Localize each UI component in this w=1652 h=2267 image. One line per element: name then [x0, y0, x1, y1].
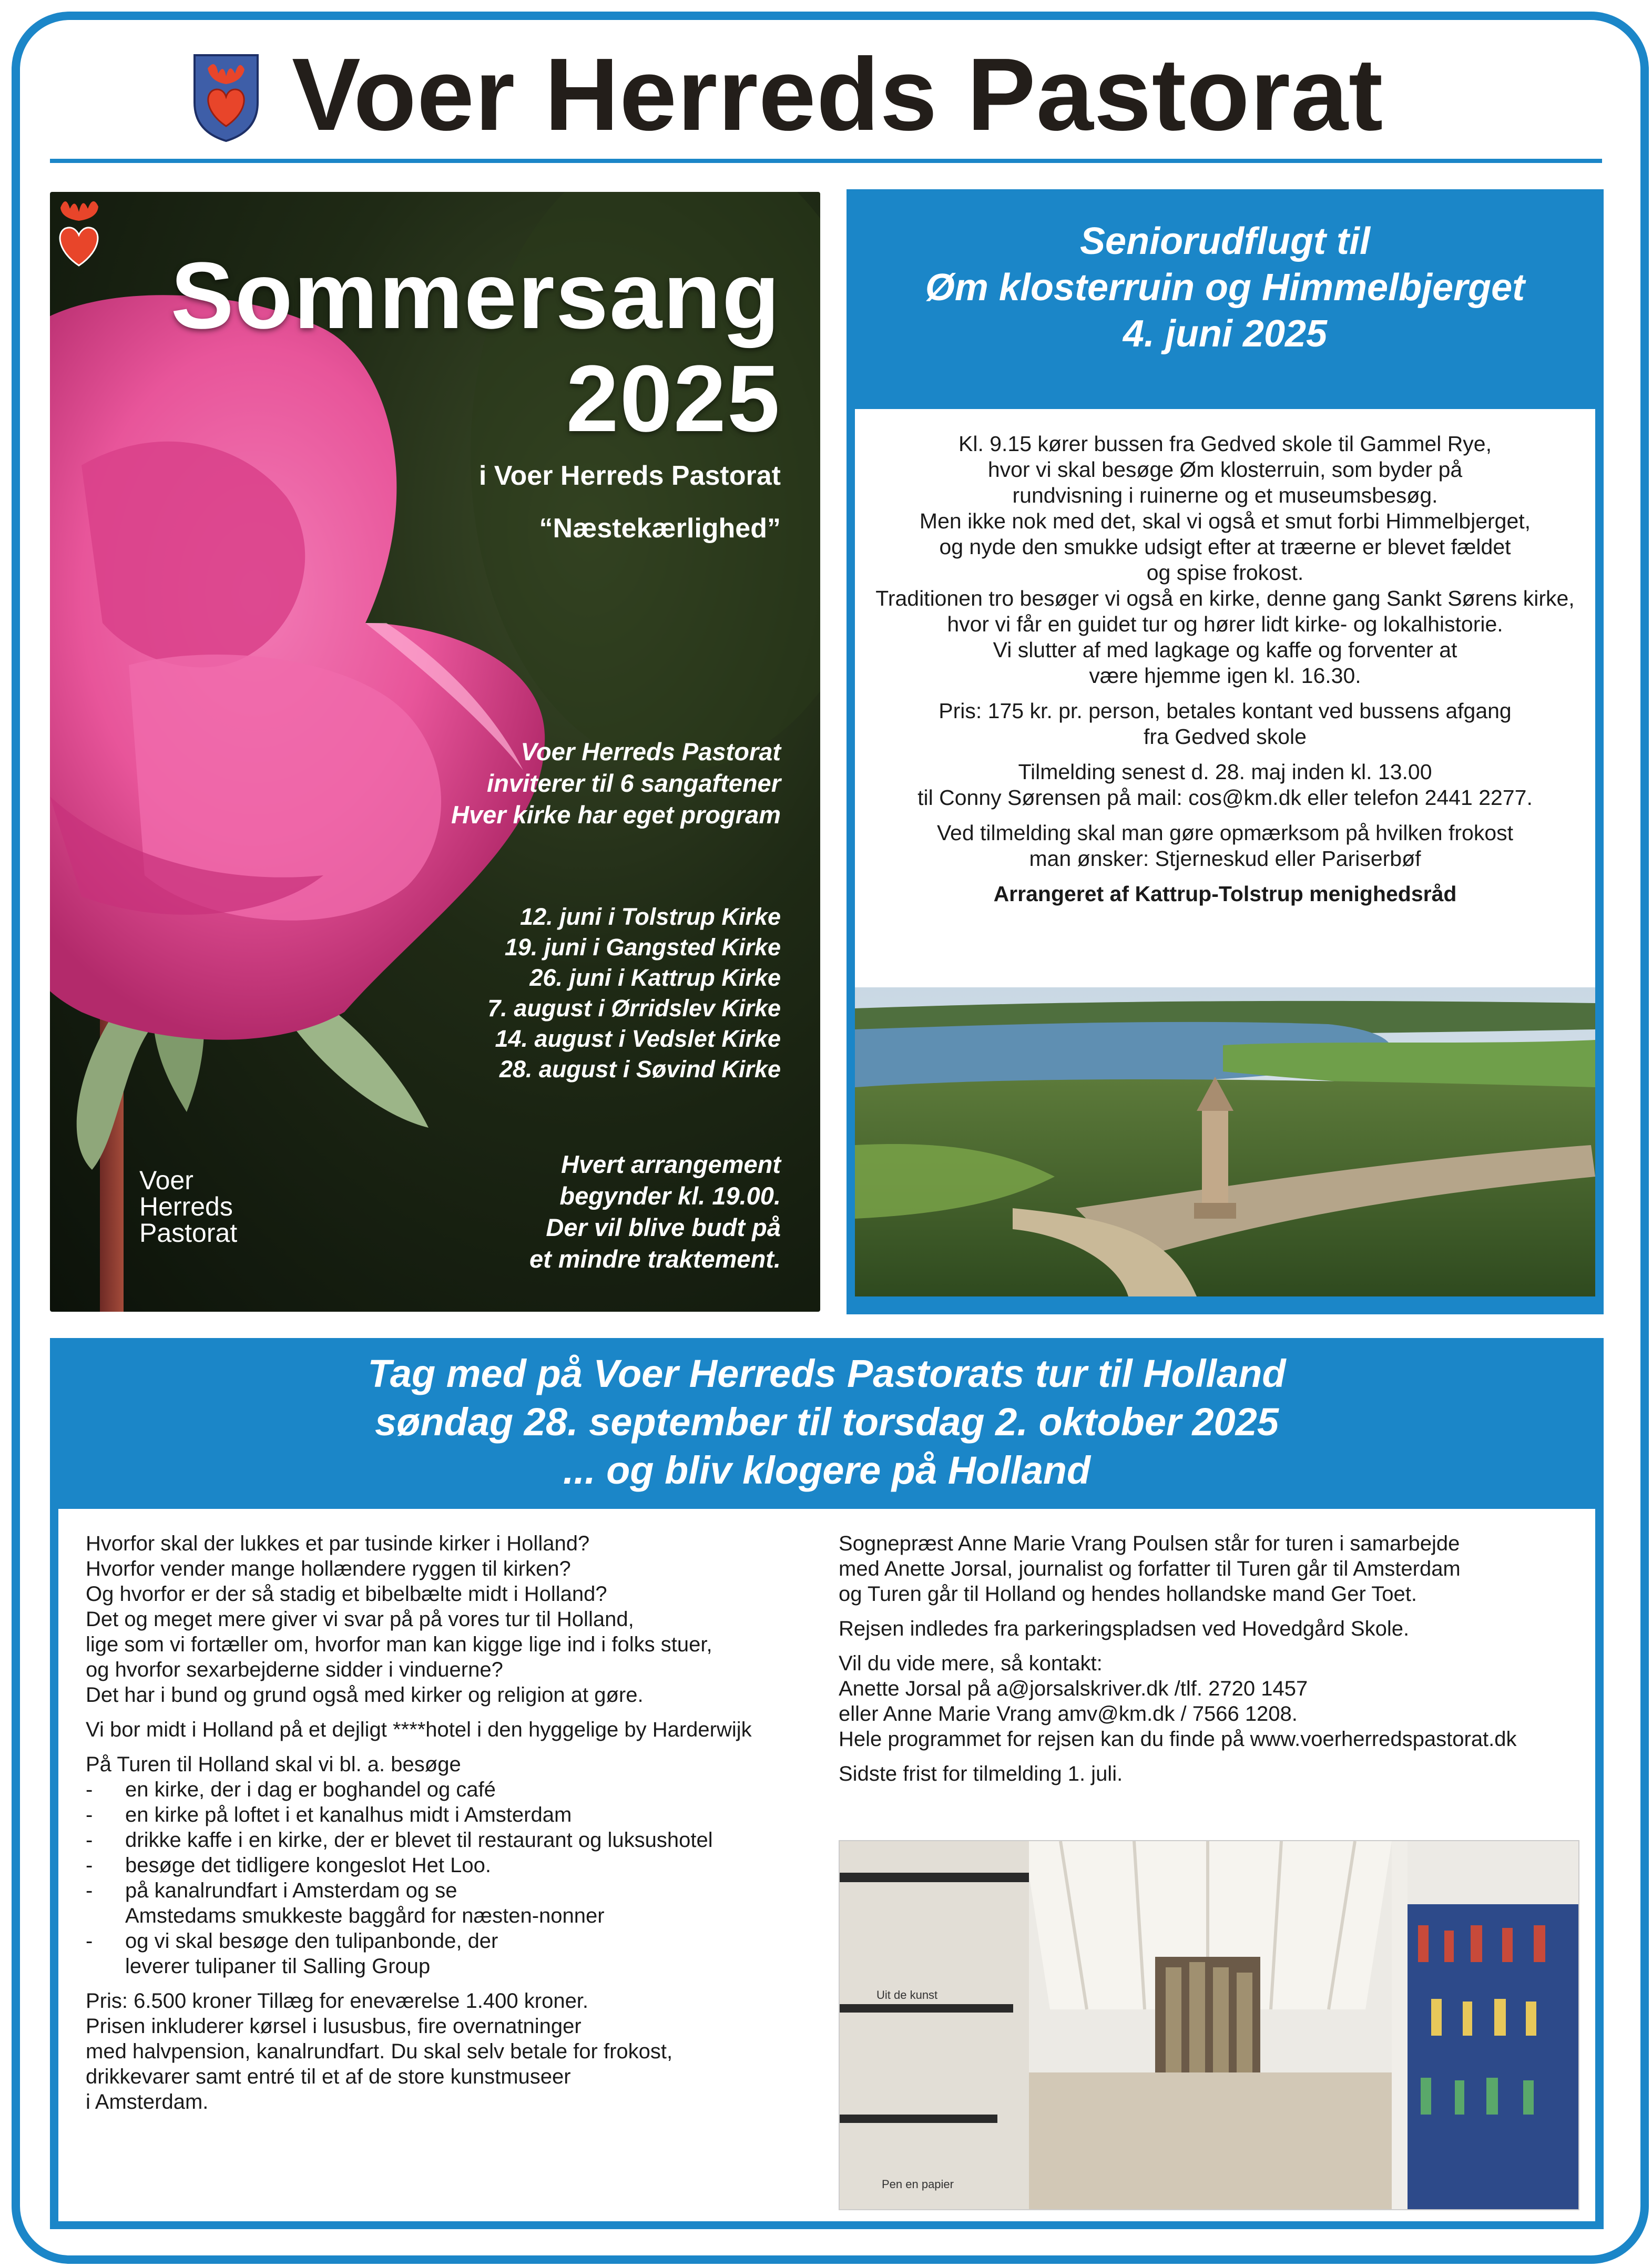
holland-trip-heading: Tag med på Voer Herreds Pastorats tur til Holland søndag 28. september til torsdag 2. oktober 2025 ... og bliv klogere på Holland	[368, 1352, 1286, 1492]
holland-trip-section	[50, 1338, 1604, 2229]
list-item: - og vi skal besøge den tulipanbonde, der leverer tulipaner til Salling Group	[86, 1928, 832, 1979]
list-item: - besøge det tidligere kongeslot Het Loo.	[86, 1853, 832, 1878]
senior-itinerary: Kl. 9.15 kører bussen fra Gedved skole til Gammel Rye, hvor vi skal besøge Øm klosterruin, som byder på rundvisning i ruinerne og et museumsbesøg. Men ikke nok med det, skal vi også et smut forbi Himmelbjerget, og nyde den smukke udsigt efter at træerne er blevet fældet og spise frokost. Traditionen tro besøger vi også en kirke, denne gang Sankt Sørens kirke, hvor vi får en guidet tur og hører lidt kirke- og lokalhistorie. Vi slutter af med lagkage og kaffe og forventer at være hjemme igen kl. 16.30.	[875, 432, 1575, 688]
holland-contact: Vil du vide mere, så kontakt: Anette Jorsal på a@jorsalskriver.dk /tlf. 2720 1457 eller Anne Marie Vrang amv@km.dk / 7566 1208. Hele programmet for rejsen kan du finde på www.voerherredspastorat.dk	[839, 1652, 1517, 1751]
senior-trip-text	[855, 431, 1595, 916]
himmelbjerget-photo	[855, 987, 1595, 1296]
holland-deadline: Sidste frist for tilmelding 1. juli.	[839, 1762, 1123, 1785]
sommersang-poster	[50, 192, 820, 1312]
poster-dates	[255, 902, 781, 1085]
list-item: 12. juni i Tolstrup Kirke	[520, 903, 781, 930]
holland-trip-body	[58, 1509, 1595, 2221]
holland-price: Pris: 6.500 kroner Tillæg for eneværelse 1.400 kroner. Prisen inkluderer kørsel i lususbus, fire overnatninger med halvpension, kanalrundfart. Du skal selv betale for frokost, drikkevarer samt entré til et af de store kunstmuseer i Amsterdam.	[86, 1989, 673, 2113]
list-item: - på kanalrundfart i Amsterdam og se Amstedams smukkeste baggård for næsten-nonner	[86, 1878, 832, 1928]
heart-flame-icon	[50, 192, 108, 271]
header-divider	[50, 159, 1602, 163]
sign-uit-de-kunst: Uit de kunst	[876, 1988, 938, 2002]
holland-right-column	[839, 1531, 1575, 1796]
poster-subtitle: i Voer Herreds Pastorat “Næstekærlighed”	[478, 461, 781, 544]
list-item: - drikke kaffe i en kirke, der er blevet til restaurant og luksushotel	[86, 1827, 832, 1853]
senior-lunch-note: Ved tilmelding skal man gøre opmærksom på hvilken frokost man ønsker: Stjerneskud eller Pariserbøf	[936, 821, 1514, 871]
holland-visit-intro: På Turen til Holland skal vi bl. a. besøge	[86, 1753, 461, 1776]
church-bookstore-photo	[839, 1840, 1579, 2210]
holland-departure: Rejsen indledes fra parkeringspladsen ved Hovedgård Skole.	[839, 1617, 1410, 1640]
holland-visit-list	[86, 1777, 832, 1979]
poster-logo-text: Voer Herreds Pastorat	[139, 1166, 238, 1248]
senior-signup: Tilmelding senest d. 28. maj inden kl. 13.00 til Conny Sørensen på mail: cos@km.dk eller telefon 2441 2277.	[917, 760, 1533, 810]
list-item: - en kirke på loftet i et kanalhus midt i Amsterdam	[86, 1802, 832, 1827]
list-item: 28. august i Søvind Kirke	[499, 1056, 781, 1083]
holland-guide: Sognepræst Anne Marie Vrang Poulsen står for turen i samarbejde med Anette Jorsal, journalist og forfatter til Turen går til Amsterdam og Turen går til Holland og hendes hollandske mand Ger Toet.	[839, 1532, 1461, 1606]
holland-left-column	[86, 1531, 832, 2124]
senior-trip-body	[855, 409, 1595, 1296]
senior-price: Pris: 175 kr. pr. person, betales kontant ved bussens afgang fra Gedved skole	[939, 699, 1512, 749]
senior-trip-section	[847, 189, 1604, 1314]
list-item: 19. juni i Gangsted Kirke	[504, 934, 781, 961]
heart-flame-shield-icon	[192, 53, 260, 142]
senior-trip-heading: Seniorudflugt til Øm klosterruin og Himmelbjerget 4. juni 2025	[925, 220, 1525, 355]
sign-pen-en-papier: Pen en papier	[882, 2178, 954, 2191]
holland-hotel: Vi bor midt i Holland på et dejligt ****hotel i den hyggelige by Harderwijk	[86, 1718, 752, 1741]
list-item: 7. august i Ørridslev Kirke	[487, 995, 781, 1022]
list-item: 26. juni i Kattrup Kirke	[529, 964, 781, 991]
page-title: Voer Herreds Pastorat	[292, 37, 1384, 152]
poster-title: Sommersang 2025	[170, 243, 781, 452]
list-item: 14. august i Vedslet Kirke	[495, 1025, 781, 1052]
poster-start-info: Hvert arrangement begynder kl. 19.00. Der vil blive budt på et mindre traktement.	[529, 1150, 781, 1273]
poster-invitation: Voer Herreds Pastorat inviterer til 6 sangaftener Hver kirke har eget program	[451, 738, 781, 829]
senior-organizer: Arrangeret af Kattrup-Tolstrup menighedsråd	[993, 882, 1457, 906]
holland-intro: Hvorfor skal der lukkes et par tusinde kirker i Holland? Hvorfor vender mange hollændere ryggen til kirken? Og hvorfor er der så stadig et bibelbælte midt i Holland? Det og meget mere giver vi svar på på vores tur til Holland, lige som vi fortæller om, hvorfor man kan kigge lige ind i folks stuer, og hvorfor sexarbejderne sidder i vinduerne? Det har i bund og grund også med kirker og religion at gøre.	[86, 1532, 712, 1707]
list-item: - en kirke, der i dag er boghandel og café	[86, 1777, 832, 1802]
